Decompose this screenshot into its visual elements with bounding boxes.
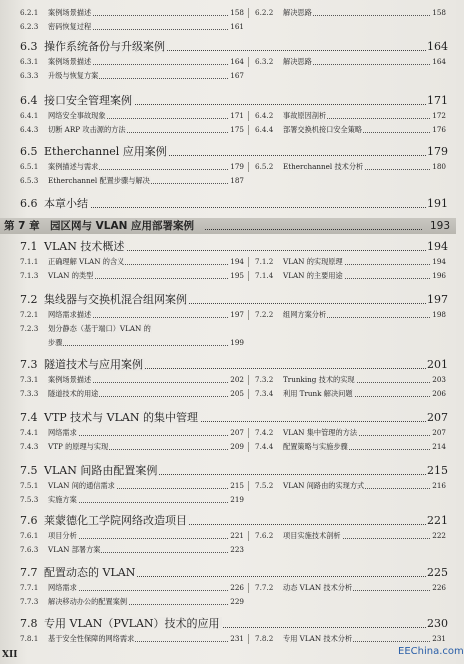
entry-number: 7.8.2 — [255, 634, 274, 643]
toc-row — [0, 428, 456, 438]
section-number: 7.3 — [20, 358, 38, 371]
section-number: 7.4 — [20, 411, 38, 424]
entry-page: 179 — [230, 162, 244, 171]
toc-row — [0, 389, 456, 399]
entry-title — [48, 375, 92, 385]
section-title — [44, 145, 169, 158]
leader-dots — [48, 345, 228, 346]
section-number: 6.6 — [20, 197, 38, 210]
entry-page: 158 — [432, 8, 446, 17]
section-heading — [0, 514, 456, 527]
entry-title — [283, 257, 344, 267]
toc-row — [0, 162, 456, 172]
toc-entry — [20, 597, 244, 607]
entry-title — [48, 442, 109, 452]
entry-title-text: VLAN 的类型 — [48, 271, 94, 280]
entry-title-text: 利用 Trunk 解决问题 — [283, 389, 353, 398]
toc-entry — [20, 338, 244, 348]
chapter-label: 第 7 章 — [4, 220, 40, 232]
entry-page: 194 — [432, 257, 446, 266]
entry-title — [48, 597, 128, 607]
section-title — [44, 94, 134, 107]
entry-page: 158 — [230, 8, 244, 17]
entry-title — [283, 442, 349, 452]
toc-entry — [248, 111, 448, 121]
chapter-page: 193 — [429, 220, 450, 232]
section-title-text: 本章小结 — [44, 197, 88, 210]
section-title-text: 操作系统备份与升级案例 — [44, 40, 165, 53]
toc-entry — [248, 481, 448, 491]
toc-entry — [248, 375, 448, 385]
toc-row — [0, 125, 456, 135]
section-title-text: 配置动态的 VLAN — [44, 566, 136, 579]
entry-title-text: Trunking 技术的实现 — [283, 375, 355, 384]
section-page: 225 — [427, 566, 448, 579]
entry-page: 226 — [230, 583, 244, 592]
toc-row — [0, 481, 456, 491]
entry-title-text: VLAN 的实现原理 — [283, 257, 343, 266]
entry-page: 164 — [432, 57, 446, 66]
entry-title-text: 组网方案分析 — [283, 310, 327, 319]
entry-page: 219 — [230, 495, 244, 504]
entry-title — [48, 481, 116, 491]
entry-number: 7.2.3 — [20, 324, 39, 333]
toc-row — [0, 531, 456, 541]
entry-number: 7.5.3 — [20, 495, 39, 504]
entry-title — [283, 634, 353, 644]
toc-entry — [20, 481, 244, 491]
entry-title — [48, 22, 92, 32]
entry-title-text: 步骤 — [48, 338, 63, 347]
section-page: 201 — [427, 358, 448, 371]
entry-number: 7.1.2 — [255, 257, 274, 266]
leader-dots — [44, 207, 426, 208]
entry-title-text: 案例场景描述 — [48, 57, 92, 66]
entry-title-text: VLAN 间路由的实现方式 — [283, 481, 365, 490]
entry-number: 7.3.3 — [20, 389, 39, 398]
entry-number: 6.4.2 — [255, 111, 274, 120]
toc-row — [0, 71, 456, 81]
entry-title — [48, 71, 99, 81]
section-number: 7.2 — [20, 293, 38, 306]
entry-number: 6.2.2 — [255, 8, 274, 17]
entry-page: 214 — [432, 442, 446, 451]
section-page: 164 — [427, 40, 448, 53]
entry-number: 6.5.2 — [255, 162, 274, 171]
entry-number: 6.3.3 — [20, 71, 39, 80]
section-title — [44, 240, 126, 253]
entry-page: 196 — [432, 271, 446, 280]
entry-title — [48, 57, 92, 67]
section-heading — [0, 293, 456, 306]
entry-title-text: VLAN 间的通信需求 — [48, 481, 115, 490]
entry-page: 216 — [432, 481, 446, 490]
toc-entry — [20, 583, 244, 593]
section-page: 171 — [427, 94, 448, 107]
entry-number: 7.1.4 — [255, 271, 274, 280]
section-number: 7.6 — [20, 514, 38, 527]
entry-title-text: Etherchannel 配置步骤与解决 — [48, 176, 150, 185]
entry-title-text: 升级与恢复方案 — [48, 71, 99, 80]
toc-entry — [20, 271, 244, 281]
section-number: 6.4 — [20, 94, 38, 107]
section-title-text: 莱蒙德化工学院网络改造项目 — [44, 514, 187, 527]
entry-number: 6.4.3 — [20, 125, 39, 134]
toc-row — [0, 57, 456, 67]
entry-title-text: Etherchannel 技术分析 — [283, 162, 364, 171]
entry-page: 172 — [432, 111, 446, 120]
entry-number: 6.2.3 — [20, 22, 39, 31]
entry-title — [283, 481, 365, 491]
entry-title — [48, 634, 135, 644]
entry-number: 7.6.3 — [20, 545, 39, 554]
section-title-text: 接口安全管理案例 — [44, 94, 132, 107]
toc-entry — [248, 8, 448, 18]
entry-number: 7.4.4 — [255, 442, 274, 451]
toc-row — [0, 176, 456, 186]
toc-entry — [248, 125, 448, 135]
section-page: 179 — [427, 145, 448, 158]
toc-entry — [20, 375, 244, 385]
entry-title — [48, 389, 99, 399]
toc-entry — [248, 389, 448, 399]
section-title — [44, 464, 159, 477]
toc-entry — [20, 257, 244, 267]
entry-page: 205 — [230, 389, 244, 398]
section-heading — [0, 145, 456, 158]
toc-entry — [248, 634, 448, 644]
entry-page: 180 — [432, 162, 446, 171]
entry-title — [283, 583, 353, 593]
entry-title — [283, 375, 356, 385]
entry-page: 206 — [432, 389, 446, 398]
entry-title-text: VLAN 的主要用途 — [283, 271, 343, 280]
section-title — [44, 566, 137, 579]
entry-title-text: 项目实施技术剖析 — [283, 531, 341, 540]
entry-title — [48, 111, 107, 121]
entry-title-text: 切断 ARP 攻击源的方法 — [48, 125, 126, 134]
section-number: 7.7 — [20, 566, 38, 579]
entry-title — [48, 338, 63, 348]
entry-page: 198 — [432, 310, 446, 319]
section-title — [44, 197, 90, 210]
entry-title-text: VLAN 部署方案 — [48, 545, 101, 554]
entry-number: 7.5.1 — [20, 481, 39, 490]
entry-number: 6.3.1 — [20, 57, 39, 66]
toc-entry — [20, 495, 244, 505]
entry-title — [48, 162, 99, 172]
entry-title-text: 网络需求 — [48, 583, 77, 592]
entry-title-text: 动态 VLAN 技术分析 — [283, 583, 353, 592]
entry-title — [48, 310, 92, 320]
toc-entry — [20, 176, 244, 186]
toc-entry — [20, 310, 244, 320]
entry-number: 7.8.1 — [20, 634, 39, 643]
entry-number: 7.7.1 — [20, 583, 39, 592]
entry-page: 207 — [432, 428, 446, 437]
toc-entry — [20, 324, 244, 334]
chapter-title: 园区网与 VLAN 应用部署案例 — [50, 220, 195, 232]
entry-title-text: 配置策略与实施步骤 — [283, 442, 348, 451]
entry-number: 6.2.1 — [20, 8, 39, 17]
entry-number: 7.3.4 — [255, 389, 274, 398]
section-heading — [0, 411, 456, 424]
toc-entry — [248, 531, 448, 541]
entry-title — [48, 8, 92, 18]
entry-page: 195 — [230, 271, 244, 280]
entry-title — [48, 125, 127, 135]
section-heading — [0, 566, 456, 579]
toc-entry — [20, 634, 244, 644]
entry-page: 231 — [432, 634, 446, 643]
toc-entry — [20, 389, 244, 399]
toc-entry — [20, 428, 244, 438]
section-page: 215 — [427, 464, 448, 477]
toc-entry — [20, 71, 244, 81]
toc-entry — [248, 428, 448, 438]
toc-row — [0, 324, 456, 334]
toc-entry — [248, 310, 448, 320]
entry-page: 194 — [230, 257, 244, 266]
section-page: 194 — [427, 240, 448, 253]
toc-row — [0, 338, 456, 348]
entry-title-text: 解决移动办公的配置案例 — [48, 597, 128, 606]
section-title-text: VLAN 间路由配置案例 — [44, 464, 158, 477]
toc-row — [0, 257, 456, 267]
entry-title-text: 部署交换机接口安全策略 — [283, 125, 363, 134]
toc-row — [0, 271, 456, 281]
toc-row — [0, 310, 456, 320]
entry-number: 7.5.2 — [255, 481, 274, 490]
entry-title-text: VLAN 集中管理的方法 — [283, 428, 358, 437]
toc-row — [0, 634, 456, 644]
toc-row — [0, 111, 456, 121]
entry-title — [283, 125, 363, 135]
entry-title-text: 基于安全性保障的网络需求 — [48, 634, 135, 643]
toc-entry — [20, 545, 244, 555]
entry-title — [48, 545, 101, 555]
toc-row — [0, 22, 456, 32]
chapter-7-heading — [0, 218, 456, 234]
entry-page: 231 — [230, 634, 244, 643]
entry-title — [283, 271, 344, 281]
section-title-text: VTP 技术与 VLAN 的集中管理 — [44, 411, 198, 424]
entry-title-text: 实施方案 — [48, 495, 77, 504]
entry-page: 221 — [230, 531, 244, 540]
entry-page: 202 — [230, 375, 244, 384]
entry-title — [48, 271, 94, 281]
entry-title-text: 案例场景描述 — [48, 375, 92, 384]
section-heading — [0, 40, 456, 53]
entry-title — [48, 428, 78, 438]
toc-row — [0, 442, 456, 452]
entry-title-text: VTP 的原理与实现 — [48, 442, 109, 451]
section-title — [44, 40, 167, 53]
entry-page: 167 — [230, 71, 244, 80]
section-heading — [0, 240, 456, 253]
entry-number: 7.4.1 — [20, 428, 39, 437]
toc-entry — [248, 162, 448, 172]
toc-row — [0, 597, 456, 607]
entry-number: 7.4.2 — [255, 428, 274, 437]
entry-title — [283, 8, 313, 18]
page-number-label: XII — [2, 650, 18, 660]
toc-entry — [248, 271, 448, 281]
section-page: 230 — [427, 617, 448, 630]
entry-number: 7.7.3 — [20, 597, 39, 606]
entry-number: 7.3.1 — [20, 375, 39, 384]
entry-page: 187 — [230, 176, 244, 185]
entry-number: 6.3.2 — [255, 57, 274, 66]
entry-page: 223 — [230, 545, 244, 554]
entry-number: 7.6.2 — [255, 531, 274, 540]
entry-title-text: 事故原因剖析 — [283, 111, 327, 120]
section-number: 7.1 — [20, 240, 38, 253]
section-title — [44, 293, 189, 306]
entry-number: 7.2.2 — [255, 310, 274, 319]
entry-page: 175 — [230, 125, 244, 134]
section-number: 7.8 — [20, 617, 38, 630]
toc-entry — [248, 57, 448, 67]
entry-page: 222 — [432, 531, 446, 540]
entry-number: 7.4.3 — [20, 442, 39, 451]
entry-number: 7.3.2 — [255, 375, 274, 384]
entry-title-text: 网络需求描述 — [48, 310, 92, 319]
entry-number: 7.2.1 — [20, 310, 39, 319]
entry-page: 203 — [432, 375, 446, 384]
entry-title — [283, 428, 358, 438]
section-heading — [0, 358, 456, 371]
section-title — [44, 617, 222, 630]
toc-row — [0, 375, 456, 385]
toc-row — [0, 583, 456, 593]
watermark-text: EEChina.com — [398, 646, 464, 657]
entry-title-text: 专用 VLAN 技术分析 — [283, 634, 353, 643]
entry-title-text: 网络安全事故现象 — [48, 111, 106, 120]
toc-entry — [248, 257, 448, 267]
entry-title — [283, 531, 342, 541]
entry-page: 215 — [230, 481, 244, 490]
entry-number: 7.7.2 — [255, 583, 274, 592]
entry-title-text: 项目分析 — [48, 531, 77, 540]
entry-title-text: 密码恢复过程 — [48, 22, 92, 31]
toc-entry — [20, 22, 244, 32]
entry-page: 176 — [432, 125, 446, 134]
section-number: 7.5 — [20, 464, 38, 477]
entry-page: 226 — [432, 583, 446, 592]
entry-title — [48, 324, 152, 334]
entry-title-text: 正确理解 VLAN 的含义 — [48, 257, 125, 266]
toc-entry — [20, 442, 244, 452]
entry-title-text: 划分静态（基于端口）VLAN 的 — [48, 324, 151, 333]
toc-entry — [20, 8, 244, 18]
section-heading — [0, 464, 456, 477]
entry-page: 171 — [230, 111, 244, 120]
entry-page: 161 — [230, 22, 244, 31]
toc-entry — [20, 111, 244, 121]
entry-title — [283, 162, 364, 172]
entry-number: 7.1.1 — [20, 257, 39, 266]
section-heading — [0, 197, 456, 210]
chapter-leader-dots — [205, 229, 422, 230]
entry-title — [283, 111, 327, 121]
section-number: 6.5 — [20, 145, 38, 158]
entry-title — [48, 495, 78, 505]
entry-page: 164 — [230, 57, 244, 66]
entry-title-text: 案例描述与需求 — [48, 162, 99, 171]
entry-page: 207 — [230, 428, 244, 437]
entry-title — [283, 57, 313, 67]
toc-entry — [248, 442, 448, 452]
entry-title — [48, 583, 78, 593]
entry-number: 6.4.1 — [20, 111, 39, 120]
entry-number: 6.5.3 — [20, 176, 39, 185]
toc-entry — [20, 57, 244, 67]
section-number: 6.3 — [20, 40, 38, 53]
entry-title — [48, 257, 125, 267]
entry-page: 197 — [230, 310, 244, 319]
entry-title — [283, 389, 354, 399]
toc-entry — [248, 583, 448, 593]
section-title-text: Etherchannel 应用案例 — [44, 145, 167, 158]
entry-number: 6.4.4 — [255, 125, 274, 134]
toc-entry — [20, 125, 244, 135]
entry-page: 209 — [230, 442, 244, 451]
toc-row — [0, 8, 456, 18]
section-title-text: VLAN 技术概述 — [44, 240, 125, 253]
section-title — [44, 358, 145, 371]
entry-number: 7.1.3 — [20, 271, 39, 280]
entry-title-text: 解决思路 — [283, 8, 312, 17]
entry-title-text: 案例场景描述 — [48, 8, 92, 17]
entry-title — [48, 176, 151, 186]
toc-row — [0, 495, 456, 505]
entry-number: 7.6.1 — [20, 531, 39, 540]
toc-entry — [20, 531, 244, 541]
section-page: 207 — [427, 411, 448, 424]
toc-entry — [20, 162, 244, 172]
section-title-text: 集线器与交换机混合组网案例 — [44, 293, 187, 306]
entry-title-text: 隧道技术的用途 — [48, 389, 99, 398]
section-page: 197 — [427, 293, 448, 306]
section-title — [44, 514, 189, 527]
section-page: 221 — [427, 514, 448, 527]
section-heading — [0, 617, 456, 630]
entry-title — [48, 531, 78, 541]
toc-row — [0, 545, 456, 555]
entry-title — [283, 310, 327, 320]
entry-title-text: 网络需求 — [48, 428, 77, 437]
entry-title-text: 解决思路 — [283, 57, 312, 66]
entry-page: 199 — [230, 338, 244, 347]
section-heading — [0, 94, 456, 107]
entry-page: 229 — [230, 597, 244, 606]
section-title — [44, 411, 200, 424]
entry-number: 6.5.1 — [20, 162, 39, 171]
section-title-text: 专用 VLAN（PVLAN）技术的应用 — [44, 617, 220, 630]
section-page: 191 — [427, 197, 448, 210]
section-title-text: 隧道技术与应用案例 — [44, 358, 143, 371]
